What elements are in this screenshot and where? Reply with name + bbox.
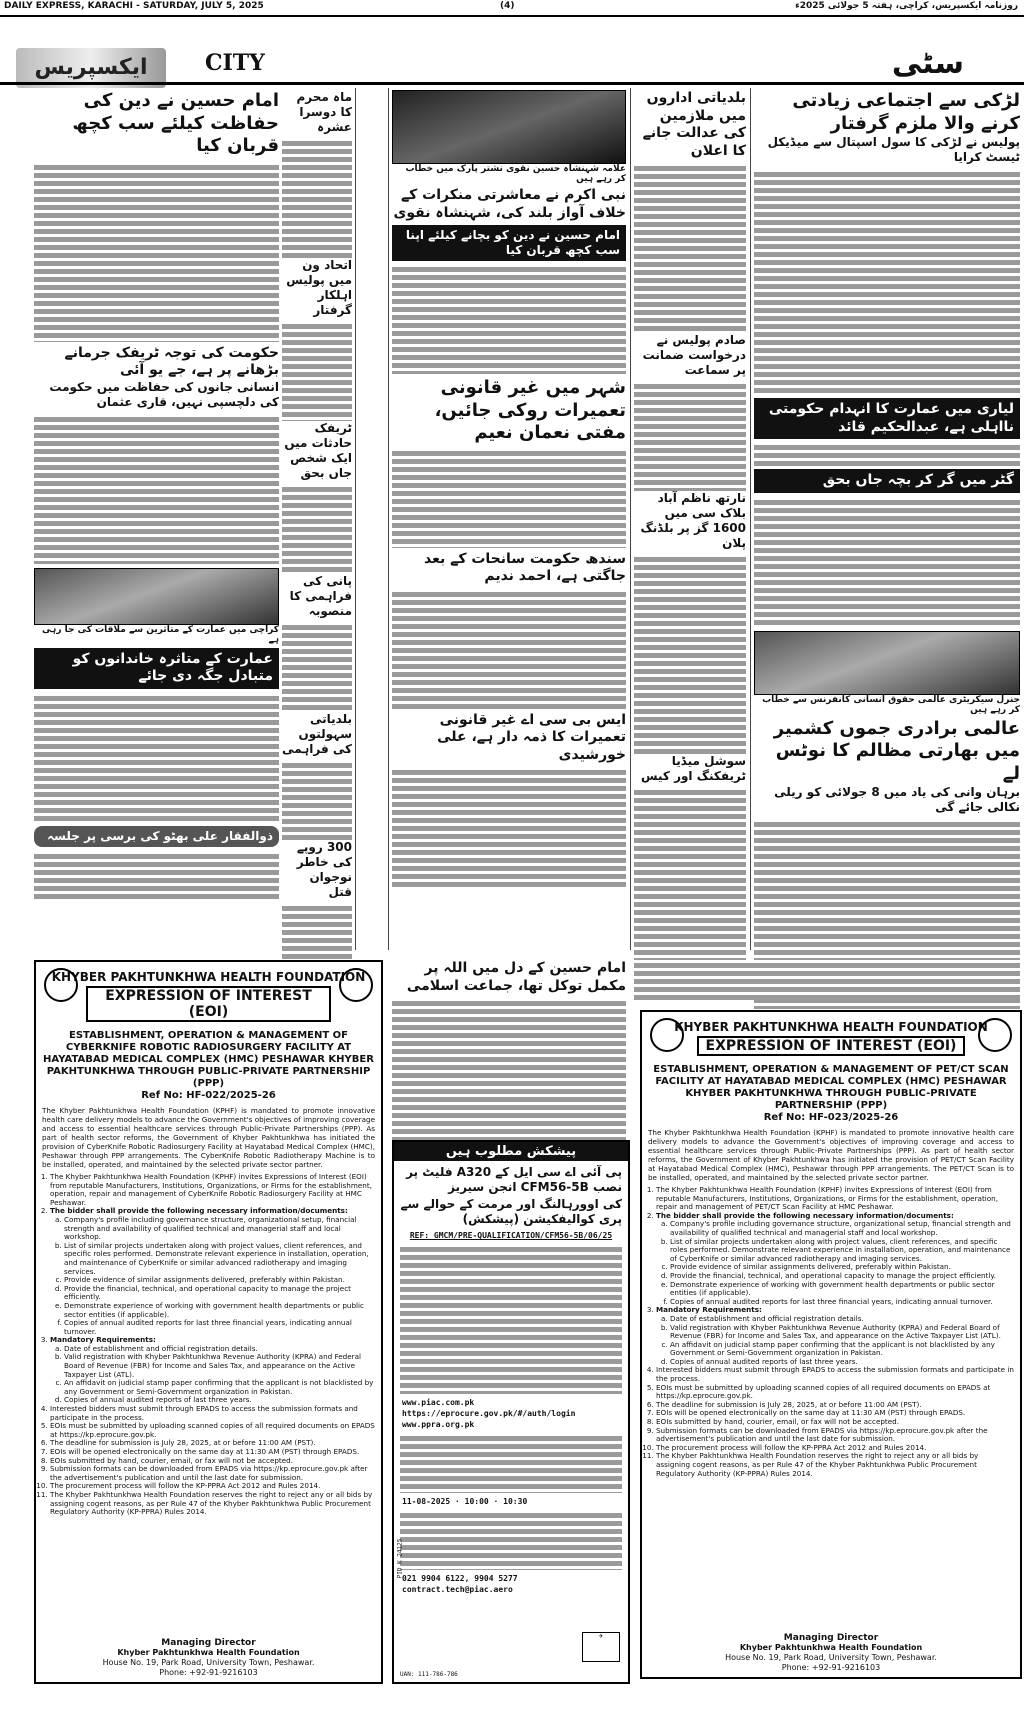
headline: امام حسین کے دل میں اللہ پر مکمل توکل تھا، جماعت اسلامی [406, 960, 626, 994]
article-body [754, 442, 1020, 466]
headline: عمارت کے متاثرہ خاندانوں کو متبادل جگہ دی جائے [34, 648, 279, 689]
top-rule [0, 15, 1024, 17]
ad-item: 5. EOIs must be submitted by uploading scanned copies of all required documents on EPADS at https://kp.eprocure.gov.pk. [656, 1384, 1014, 1401]
headline: سندھ حکومت سانحات کے بعد جاگتی ہے، احمد ندیم [424, 550, 626, 584]
headline: امام حسین نے دین کی حفاظت کیلئے سب کچھ قربان کیا [72, 90, 279, 156]
news-photo [34, 568, 279, 625]
kp-emblem-icon [44, 968, 78, 1002]
ad-item: 1. The Khyber Pakhtunkhwa Health Foundation (KPHF) invites Expressions of Interest (EOI) from reputable Manufacturers, Institutions, Organizations, or Firms for the establishment, operation, repair and management of CyberKnife Robotic Radiosurgery Facility at HMC Peshawar. [50, 1173, 375, 1207]
piac-body [400, 1510, 622, 1570]
article-body [34, 162, 279, 342]
kp-emblem-icon [650, 1018, 684, 1052]
article-body [634, 554, 746, 754]
ad-intro: The Khyber Pakhtunkhwa Health Foundation (KPHF) is mandated to promote innovative health care delivery models to advance the Government's objectives of improving coverage and access to essential healthcare services through Public-Private Partnerships (PPP). As part of health sector reforms, the Government of Khyber Pakhtunkhwa has initiated the provision of CyberKnife Robotic Radiosurgery Facility at Hayatabad Medical Complex (HMC), Peshawar through PPP arrangements. The CyberKnife Robotic Radiotherapy Machine is to be installed, operated, and maintained by the selected private sector partner. [42, 1106, 375, 1169]
article-body [392, 589, 626, 709]
col-center-right [634, 90, 746, 977]
masthead-left: DAILY EXPRESS, KARACHI - SATURDAY, JULY 5, 2025 [4, 1, 264, 11]
ad-item: 9. Submission formats can be downloaded from EPADS via https://kp.eprocure.gov.pk after the advertisement's publication and until the last date for submission. [50, 1465, 375, 1482]
headline: نارتھ ناظم آباد بلاک سی میں 1600 گز پر بلڈنگ پلان [640, 491, 746, 550]
masthead-right: روزنامہ ایکسپریس، کراچی، ہفتہ 5 جولائی 2025ء [795, 1, 1018, 11]
article-body [634, 163, 746, 333]
headline: نبی اکرم نے معاشرتی منکرات کے خلاف آواز بلند کی، شہنشاہ نقوی [393, 187, 626, 221]
photo-caption: کراچی میں عمارت کے متاثرین سے ملاقات کی جا رہی ہے [41, 624, 279, 645]
article-body [282, 138, 352, 258]
piac-date: 11-08-2025 · 10:00 · 10:30 [402, 1497, 528, 1506]
ad-project-title: ESTABLISHMENT, OPERATION & MANAGEMENT OF PET/CT SCAN FACILITY AT HAYATABAD MEDICAL COMPLEX (HMC) PESHAWAR KHYBER PAKHTUNKHWA THROUGH PUBLIC-PRIVATE PARTNERSHIP (PPP) [653, 1064, 1009, 1111]
photo-caption: جنرل سیکریٹری عالمی حقوق انسانی کانفرنس سے خطاب کر رہے ہیں [762, 694, 1020, 715]
ad-item: 4. Interested bidders must submit through EPADS to access the submission formats and participate in the process. [50, 1405, 375, 1422]
ad-ref: Ref No: HF-023/2025-26 [763, 1112, 899, 1123]
news-photo [754, 631, 1020, 695]
pia-logo-icon: ✈ [582, 1632, 620, 1662]
headline: ٹریفک حادثات میں ایک شخص جاں بحق [284, 421, 352, 480]
masthead-rule [0, 82, 1024, 85]
ad-item: 5. EOIs must be submitted by uploading scanned copies of all required documents on EPADS at https://kp.eprocure.gov.pk. [50, 1422, 375, 1439]
center-bottom-stories [392, 960, 626, 1148]
ad-item: 3. Mandatory Requirements: a. Date of establishment and official registration details. b. Valid registration with Khyber Pakhtunkhwa Revenue Authority (KPRA) and Federal Board of Revenue (FBR) for Income and Sales Tax, and appearance on the Active Taxpayer List (ATL). c. An affidavit on judicial stamp paper confirming that the applicant is not blacklisted by any Government or Semi-Government organization in Pakistan. d. Copies of annual audited reports of last three years. [50, 1336, 375, 1405]
ad-item: 8. EOIs submitted by hand, courier, email, or fax will not be accepted. [656, 1418, 1014, 1427]
piac-url2[interactable]: https://eprocure.gov.pk/#/auth/login [402, 1409, 576, 1418]
ad-item: 7. EOIs will be opened electronically on the same day at 11:30 AM (PST) through EPADS. [50, 1448, 375, 1457]
ad-item: 10. The procurement process will follow the KP-PPRA Act 2012 and Rules 2014. [50, 1482, 375, 1491]
headline: ایس بی سی اے غیر قانونی تعمیرات کا ذمہ دار ہے، علی خورشیدی [437, 711, 626, 763]
headline: صادم پولیس نے درخواست ضمانت پر سماعت [642, 333, 746, 377]
section-title-ur: سٹی [891, 46, 964, 81]
column-divider [630, 88, 631, 950]
ad-item: 3. Mandatory Requirements: a. Date of establishment and official registration details. b. Valid registration with Khyber Pakhtunkhwa Revenue Authority (KPRA) and Federal Board of Revenue (FBR) for Income and Sales Tax, and appearance on the Active Taxpayer List (ATL). c. An affidavit on judicial stamp paper confirming that the applicant is not blacklisted by any Government or Semi-Government organization in Pakistan. d. Copies of annual audited reports of last three years. [656, 1306, 1014, 1366]
headline: امام حسین نے دین کو بچانے کیلئے اپنا سب کچھ قربان کیا [392, 225, 626, 261]
piac-email[interactable]: contract.tech@piac.aero [402, 1585, 513, 1594]
article-body [34, 414, 279, 564]
piac-line1: پی آئی اے سی ایل کے A320 فلیٹ پر نصب CFM56-5B انجن سیریز [406, 1165, 622, 1194]
piac-line2: کی اوورہالنگ اور مرمت کے حوالے سے پری کوالیفکیشن (پیشکش) [400, 1197, 622, 1226]
headline: لیاری میں عمارت کا انہدام حکومتی نااہلی ہے، عبدالحکیم قائد [754, 398, 1020, 439]
article-body [34, 693, 279, 823]
headline: بلدیاتی سہولتوں کی فراہمی [282, 712, 352, 756]
ad-org: KHYBER PAKHTUNKHWA HEALTH FOUNDATION [51, 970, 366, 984]
ad-badge: EXPRESSION OF INTEREST (EOI) [697, 1036, 966, 1056]
headline: ذوالفقار علی بھٹو کی برسی پر جلسہ [34, 826, 279, 847]
column-divider [388, 88, 389, 950]
headline: 300 روپے کی خاطر نوجوان قتل [296, 840, 352, 899]
ad-item: 6. The deadline for submission is July 28, 2025, at or before 11:00 AM (PST). [656, 1401, 1014, 1410]
ad-piac [392, 1140, 630, 1684]
ad-intro: The Khyber Pakhtunkhwa Health Foundation (KPHF) is mandated to promote innovative health care delivery models to advance the Government's objectives of improving coverage and access to essential healthcare services through Public-Private Partnerships (PPP). As part of health sector reforms, the Government of Khyber Pakhtunkhwa has initiated the provision of PET/CT Scan Facility at Hayatabad Medical Complex (HMC), Peshawar through PPP arrangements. The PET/CT Scan is to be installed, operated, and maintained by the selected private sector partner. [648, 1128, 1014, 1182]
column-divider [750, 88, 751, 950]
ad-kphf-petct [640, 1010, 1022, 1679]
page-number: (4) [500, 1, 515, 11]
ad-ref: Ref No: HF-022/2025-26 [141, 1090, 276, 1101]
col-center [392, 90, 626, 887]
section-title-en: CITY [205, 50, 265, 76]
headline: پانی کی فراہمی کا منصوبہ [289, 574, 352, 618]
photo-caption: علامہ شہنشاہ حسین نقوی نشتر پارک میں خطاب کر رہے ہیں [405, 164, 626, 184]
piac-ref: REF: GMCM/PRE-QUALIFICATION/CFM56-5B/06/25 [409, 1231, 613, 1240]
article-body [392, 767, 626, 887]
ad-item: 2. The bidder shall provide the following necessary information/documents: a. Company's profile including governance structure, organizational setup, financial strength and availability of qualified technical and managerial staff and local workshop. b. List of similar projects undertaken along with project values, client references, and specific roles performed. Demonstrate relevant experience in installation, operation, and maintenance of CyberKnife or similar advanced radiotherapy and imaging services. c. Provide evidence of similar assignments delivered, preferably within Pakistan. d. Provide the financial, technical, and operational capacity to manage the project efficiently. e. Demonstrate experience of working with government health departments or public sector entities (if applicable). f. Copies of annual audited reports for last three financial years, indicating annual turnover. [656, 1212, 1014, 1307]
piac-header: پیشکش مطلوب ہیں [394, 1142, 628, 1161]
news-photo [392, 90, 626, 164]
col-right [754, 90, 1020, 1009]
ad-item: 9. Submission formats can be downloaded from EPADS via https://kp.eprocure.gov.pk after the advertisement's publication and until the last date for submission. [656, 1427, 1014, 1444]
piac-uan: UAN: 111-786-786 [400, 1671, 458, 1678]
ad-kphf-cyberknife [34, 960, 383, 1684]
ad-item: 11. The Khyber Pakhtunkhwa Health Foundation reserves the right to reject any or all bids by assigning cogent reasons, as per Rule 47 of the Khyber Pakhtunkhwa Public Procurement Regulatory Authority (KP-PPRA) Rules 2014. [656, 1452, 1014, 1478]
article-body [754, 497, 1020, 627]
ad-item: 10. The procurement process will follow the KP-PPRA Act 2012 and Rules 2014. [656, 1444, 1014, 1453]
headline: لڑکی سے اجتماعی زیادتی کرنے والا ملزم گرفتار [792, 90, 1020, 134]
headline: شہر میں غیر قانونی تعمیرات روکی جائیں، مفتی نعمان نعیم [434, 377, 626, 443]
ad-item: 1. The Khyber Pakhtunkhwa Health Foundation (KPHF) invites Expressions of Interest (EOI) from reputable Manufacturers, Institutions, Organizations, or Firms for the establishment, operation, repair and management of PET/CT Scan Facility at HMC Peshawar. [656, 1186, 1014, 1212]
article-body [754, 169, 1020, 394]
column-divider [355, 88, 356, 950]
express-logo: ایکسپریس [16, 48, 166, 88]
ad-item: 2. The bidder shall provide the following necessary information/documents: a. Company's profile including governance structure, organizational setup, financial strength and availability of qualified technical and managerial staff and local workshop. b. List of similar projects undertaken along with project values, client references, and specific roles performed. Demonstrate relevant experience in installation, operation, and maintenance of CyberKnife or similar advanced radiotherapy and imaging services. c. Provide evidence of similar assignments delivered, preferably within Pakistan. d. Provide the financial, technical, and operational capacity to manage the project efficiently. e. Demonstrate experience of working with government health departments or public sector entities (if applicable). f. Copies of annual audited reports for last three financial years, indicating annual turnover. [50, 1207, 375, 1336]
headline: بلدیاتی اداروں میں ملازمین کی عدالت جانے کا اعلان [642, 90, 746, 159]
article-body [282, 321, 352, 421]
ad-item: 8. EOIs submitted by hand, courier, email, or fax will not be accepted. [50, 1457, 375, 1466]
headline: سوشل میڈیا ٹریفکنگ اور کیس [641, 754, 746, 783]
kphf-logo-icon [339, 968, 373, 1002]
ad-item: 4. Interested bidders must submit through EPADS to access the submission formats and participate in the process. [656, 1366, 1014, 1383]
article-body [282, 760, 352, 840]
subheadline: انسانی جانوں کی حفاظت میں حکومت کی دلچسپی نہیں، قاری عثمان [49, 379, 279, 409]
article-body [34, 851, 279, 901]
ad-project-title: ESTABLISHMENT, OPERATION & MANAGEMENT OF CYBERKNIFE ROBOTIC RADIOSURGERY FACILITY AT HAYATABAD MEDICAL COMPLEX (HMC) PESHAWAR KHYBER PAKHTUNKHWA THROUGH PUBLIC-PRIVATE PARTNERSHIP (PPP) [43, 1030, 374, 1089]
col-left [34, 90, 279, 901]
article-body [634, 787, 746, 977]
subheadline: برہان وانی کی یاد میں 8 جولائی کو ریلی نکالی جائے گی [774, 785, 1020, 814]
col-center-left [282, 90, 352, 993]
article-body [282, 622, 352, 712]
ad-items [644, 1186, 1014, 1478]
subheadline: پولیس نے لڑکی کا سول اسپتال سے میڈیکل ٹیسٹ کرایا [767, 135, 1020, 164]
headline: گٹر میں گر کر بچہ جاں بحق [754, 469, 1020, 493]
headline: عالمی برادری جموں کشمیر میں بھارتی مظالم کا نوٹس لے [773, 717, 1020, 784]
ad-badge: EXPRESSION OF INTEREST (EOI) [86, 986, 332, 1022]
headline: اتحاد ون میں پولیس اہلکار گرفتار [286, 258, 352, 317]
article-body [392, 264, 626, 374]
kphf-logo-icon [978, 1018, 1012, 1052]
ad-item: 11. The Khyber Pakhtunkhwa Health Foundation reserves the right to reject any or all bids by assigning cogent reasons, as per Rule 47 of the Khyber Pakhtunkhwa Public Procurement Regulatory Authority (KP-PPRA) Rules 2014. [50, 1491, 375, 1517]
piac-body [400, 1244, 622, 1394]
headline: حکومت کی توجہ ٹریفک جرمانے بڑھانے پر ہے، جے یو آئی [64, 344, 279, 378]
ad-footer: Managing Director Khyber Pakhtunkhwa Health Foundation House No. 19, Park Road, University Town, Peshawar. Phone: +92-91-9216103 [102, 1638, 315, 1677]
headline: ماہ محرم کا دوسرا عشرہ [296, 90, 352, 134]
piac-url3[interactable]: www.ppra.org.pk [402, 1420, 475, 1429]
piac-pid: PID K 24125 [396, 1538, 404, 1579]
ad-item: 7. EOIs will be opened electronically on the same day at 11:30 AM (PST) through EPADS. [656, 1409, 1014, 1418]
masthead-line [0, 0, 1024, 14]
right-bottom-stories [634, 960, 1020, 1000]
article-body [392, 998, 626, 1148]
article-body [282, 484, 352, 574]
piac-url1[interactable]: www.piac.com.pk [402, 1398, 475, 1407]
article-body [634, 960, 1020, 1000]
ad-org: KHYBER PAKHTUNKHWA HEALTH FOUNDATION [674, 1020, 988, 1034]
article-body [392, 448, 626, 548]
ad-items [38, 1173, 375, 1517]
piac-phone: 021 9904 6122, 9904 5277 [402, 1574, 518, 1583]
piac-body [400, 1433, 622, 1493]
article-body [634, 381, 746, 491]
ad-footer: Managing Director Khyber Pakhtunkhwa Health Foundation House No. 19, Park Road, University Town, Peshawar. Phone: +92-91-9216103 [725, 1633, 937, 1672]
ad-item: 6. The deadline for submission is July 28, 2025, at or before 11:00 AM (PST). [50, 1439, 375, 1448]
